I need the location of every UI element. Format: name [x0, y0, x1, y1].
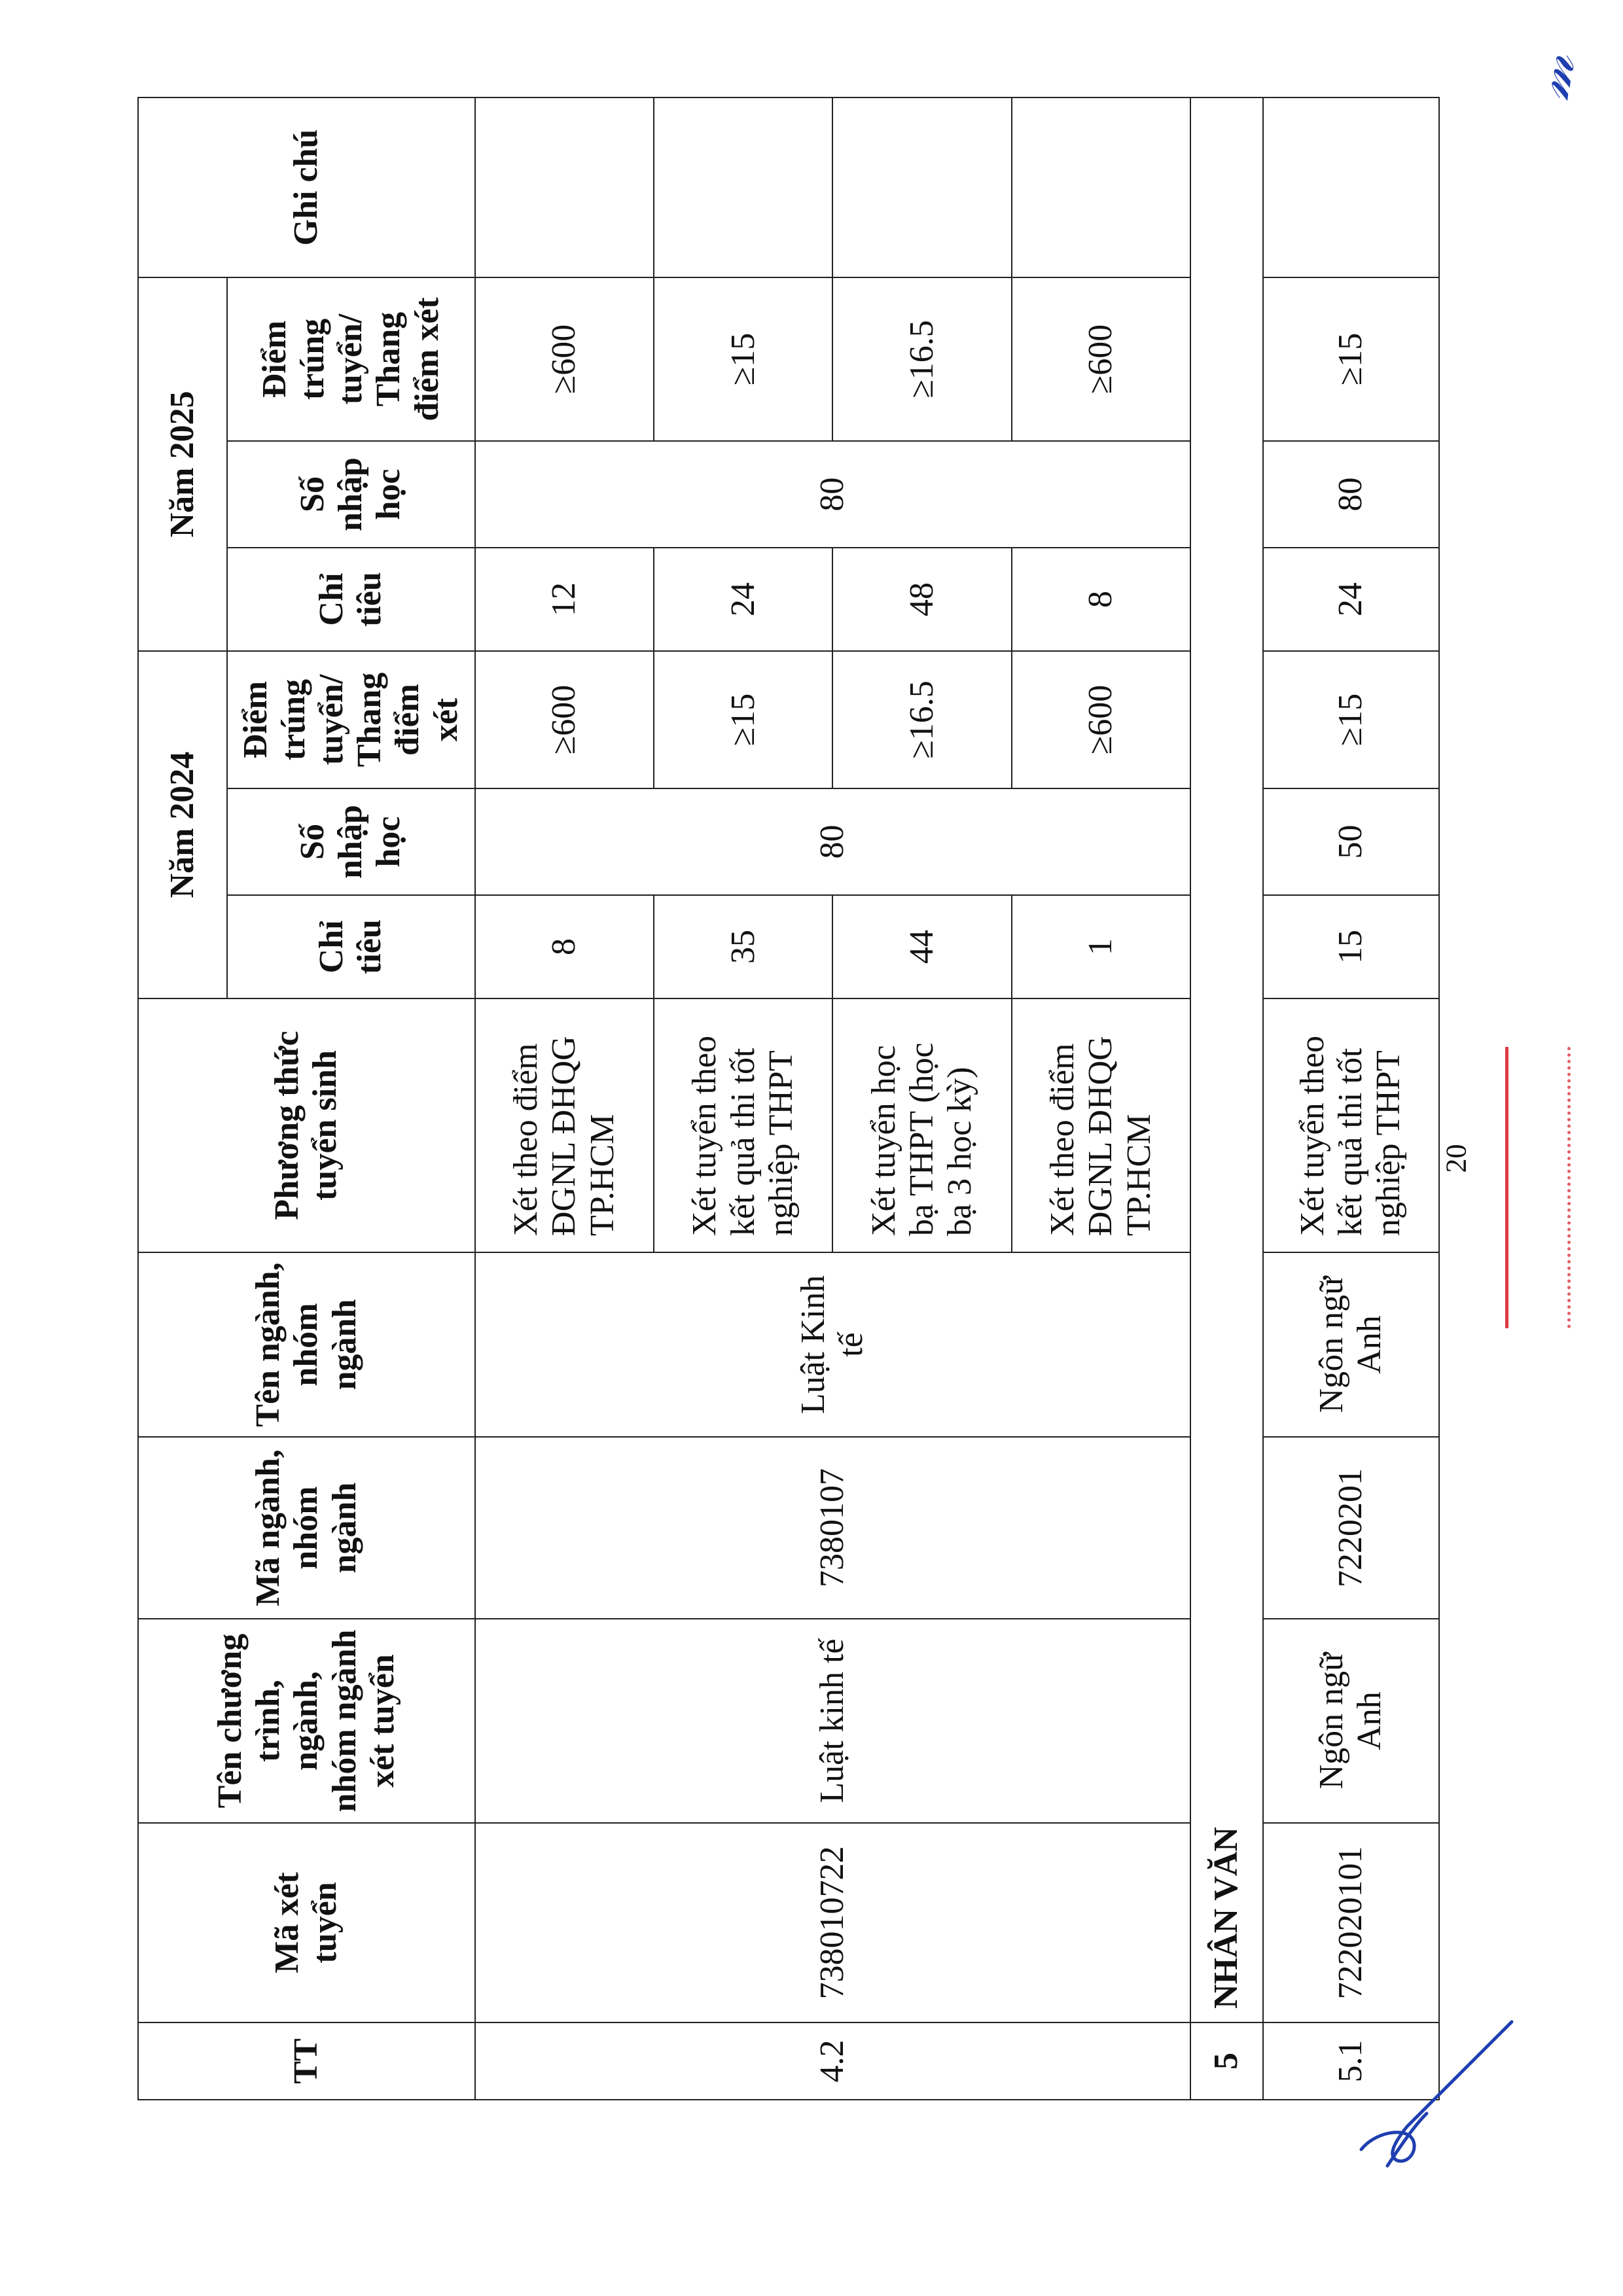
cell-diem-2024: ≥16.5	[832, 651, 1011, 788]
cell-ghi-chu	[654, 97, 832, 277]
header-ma-nganh: Mã ngành, nhóm ngành	[138, 1437, 475, 1619]
cell-ten-nganh: Ngôn ngữ Anh	[1263, 1252, 1439, 1437]
cell-phuong-thuc: Xét theo điểm ĐGNL ĐHQG TP.HCM	[1012, 998, 1190, 1252]
cell-so-nhap-hoc-2025: 80	[1263, 441, 1439, 548]
cell-diem-2024: ≥600	[1012, 651, 1190, 788]
cell-diem-2025: ≥15	[654, 277, 832, 441]
admission-table	[137, 97, 1440, 2100]
header-phuong-thuc: Phương thức tuyển sinh	[138, 998, 475, 1252]
initials-mark: 𝓂	[1519, 49, 1588, 104]
cell-chi-tieu-2024: 35	[654, 895, 832, 998]
header-so-nhap-hoc-2025: Số nhập học	[227, 441, 475, 548]
section-title: NHÂN VĂN	[1190, 97, 1263, 2022]
cell-so-nhap-hoc-2024: 80	[475, 788, 1190, 895]
cell-chi-tieu-2024: 15	[1263, 895, 1439, 998]
cell-ghi-chu	[1263, 97, 1439, 277]
header-nam-2024: Năm 2024	[138, 651, 227, 998]
signature-stroke	[1348, 2015, 1518, 2172]
header-ma-xet-tuyen: Mã xét tuyển	[138, 1823, 475, 2022]
cell-chi-tieu-2025: 8	[1012, 548, 1190, 651]
header-tt: TT	[138, 2022, 475, 2100]
cell-diem-2025: ≥600	[475, 277, 654, 441]
cell-so-nhap-hoc-2025: 80	[475, 441, 1190, 548]
cell-tt: 5.1	[1263, 2022, 1439, 2100]
cell-diem-2024: ≥15	[1263, 651, 1439, 788]
cell-so-nhap-hoc-2024: 50	[1263, 788, 1439, 895]
cell-diem-2024: ≥600	[475, 651, 654, 788]
section-number: 5	[1190, 2022, 1263, 2100]
cell-ma-xet-tuyen: 738010722	[475, 1823, 1190, 2022]
page-number: 20	[1440, 1144, 1472, 1173]
header-chi-tieu-2025: Chỉ tiêu	[227, 548, 475, 651]
cell-ten-chuong-trinh: Luật kinh tế	[475, 1619, 1190, 1823]
red-stamp-mark	[1505, 1047, 1571, 1328]
rotated-table-container	[137, 98, 1440, 2100]
cell-diem-2025: ≥15	[1263, 277, 1439, 441]
table-row	[1263, 97, 1439, 2100]
cell-ten-chuong-trinh: Ngôn ngữ Anh	[1263, 1619, 1439, 1823]
cell-ma-nganh: 7380107	[475, 1437, 1190, 1619]
cell-chi-tieu-2024: 1	[1012, 895, 1190, 998]
cell-diem-2024: ≥15	[654, 651, 832, 788]
header-diem-2025: Điểm trúng tuyển/ Thang điểm xét	[227, 277, 475, 441]
header-so-nhap-hoc-2024: Số nhập học	[227, 788, 475, 895]
cell-ma-xet-tuyen: 722020101	[1263, 1823, 1439, 2022]
cell-ghi-chu	[832, 97, 1011, 277]
header-diem-2024: Điểm trúng tuyển/ Thang điểm xét	[227, 651, 475, 788]
cell-chi-tieu-2025: 12	[475, 548, 654, 651]
table-row	[475, 97, 654, 2100]
section-row	[1190, 97, 1263, 2100]
cell-tt: 4.2	[475, 2022, 1190, 2100]
cell-diem-2025: ≥16.5	[832, 277, 1011, 441]
cell-chi-tieu-2025: 24	[654, 548, 832, 651]
cell-ma-nganh: 7220201	[1263, 1437, 1439, 1619]
cell-chi-tieu-2025: 48	[832, 548, 1011, 651]
header-ghi-chu: Ghi chú	[138, 97, 475, 277]
cell-chi-tieu-2024: 8	[475, 895, 654, 998]
cell-chi-tieu-2024: 44	[832, 895, 1011, 998]
header-ten-chuong-trinh: Tên chương trình, ngành, nhóm ngành xét tuyển	[138, 1619, 475, 1823]
header-ten-nganh: Tên ngành, nhóm ngành	[138, 1252, 475, 1437]
cell-ghi-chu	[475, 97, 654, 277]
cell-ten-nganh: Luật Kinh tế	[475, 1252, 1190, 1437]
cell-phuong-thuc: Xét tuyển học bạ THPT (học bạ 3 học kỳ)	[832, 998, 1011, 1252]
header-nam-2025: Năm 2025	[138, 277, 227, 651]
cell-diem-2025: ≥600	[1012, 277, 1190, 441]
cell-ghi-chu	[1012, 97, 1190, 277]
cell-phuong-thuc: Xét theo điểm ĐGNL ĐHQG TP.HCM	[475, 998, 654, 1252]
cell-phuong-thuc: Xét tuyển theo kết quả thi tốt nghiệp THPT	[1263, 998, 1439, 1252]
cell-chi-tieu-2025: 24	[1263, 548, 1439, 651]
header-chi-tieu-2024: Chỉ tiêu	[227, 895, 475, 998]
cell-phuong-thuc: Xét tuyển theo kết quả thi tốt nghiệp THPT	[654, 998, 832, 1252]
